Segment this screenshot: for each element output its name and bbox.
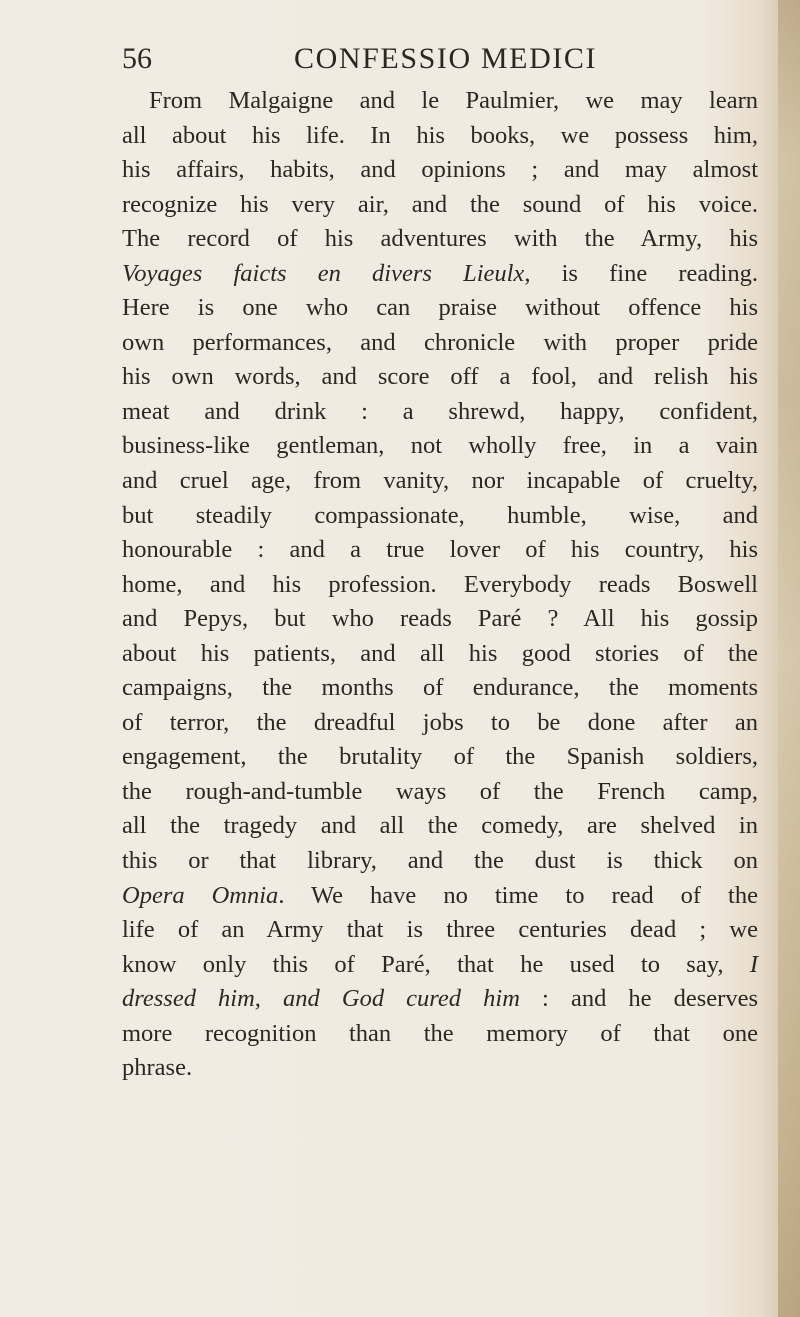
text-line: honourable : and a true lover of his country, his <box>122 536 758 564</box>
text-line: phrase. <box>122 1054 193 1082</box>
text-line: meat and drink : a shrewd, happy, confident, <box>122 397 758 425</box>
italic-quote: I <box>749 950 758 978</box>
italic-title: Opera Omnia <box>122 881 279 909</box>
text-line: this or that library, and the dust is thick on <box>122 847 758 875</box>
page-number: 56 <box>122 42 152 75</box>
italic-title: Voyages faicts en divers Lieulx <box>122 259 525 287</box>
text-line: the rough-and-tumble ways of the French camp, <box>122 777 758 805</box>
page-header <box>122 42 762 82</box>
text-line: but steadily compassionate, humble, wise, and <box>122 501 758 529</box>
text-line: of terror, the dreadful jobs to be done after an <box>122 708 758 736</box>
running-head: CONFESSIO MEDICI <box>294 42 598 75</box>
text-line: life of an Army that is three centuries dead ; we <box>122 916 758 944</box>
text-line: Voyages faicts en divers Lieulx, is fine reading. <box>122 259 758 287</box>
text-line: more recognition than the memory of that one <box>122 1019 758 1047</box>
text-line: and Pepys, but who reads Paré ? All his gossip <box>122 605 758 633</box>
text-line: campaigns, the months of endurance, the moments <box>122 674 758 702</box>
page-edge-stain <box>778 0 800 1317</box>
text-line: and cruel age, from vanity, nor incapable of cruelty, <box>122 467 758 495</box>
text-line: engagement, the brutality of the Spanish soldiers, <box>122 743 758 771</box>
text-line: dressed him, and God cured him : and he deserves <box>122 985 759 1013</box>
text-line: Opera Omnia. We have no time to read of the <box>122 881 758 909</box>
text-line: From Malgaigne and le Paulmier, we may learn <box>149 87 758 114</box>
text-line: all the tragedy and all the comedy, are shelved in <box>122 812 758 840</box>
text-line: about his patients, and all his good stories of the <box>122 639 758 667</box>
text-line: business-like gentleman, not wholly free, in a vain <box>122 432 758 460</box>
text-line: own performances, and chronicle with proper pride <box>122 328 758 356</box>
text-line: all about his life. In his books, we possess him, <box>122 121 758 149</box>
body-paragraph <box>122 84 758 1086</box>
italic-quote: dressed him, and God cured him <box>122 985 520 1013</box>
text-line: recognize his very air, and the sound of his voice. <box>122 190 758 218</box>
text-line: his affairs, habits, and opinions ; and may almost <box>122 156 758 184</box>
text-line: Here is one who can praise without offence his <box>122 294 758 322</box>
text-line: The record of his adventures with the Army, his <box>122 225 758 253</box>
text-line: his own words, and score off a fool, and relish his <box>122 363 758 391</box>
text-line: know only this of Paré, that he used to say, I <box>122 950 758 978</box>
text-line: home, and his profession. Everybody reads Boswell <box>122 570 758 598</box>
